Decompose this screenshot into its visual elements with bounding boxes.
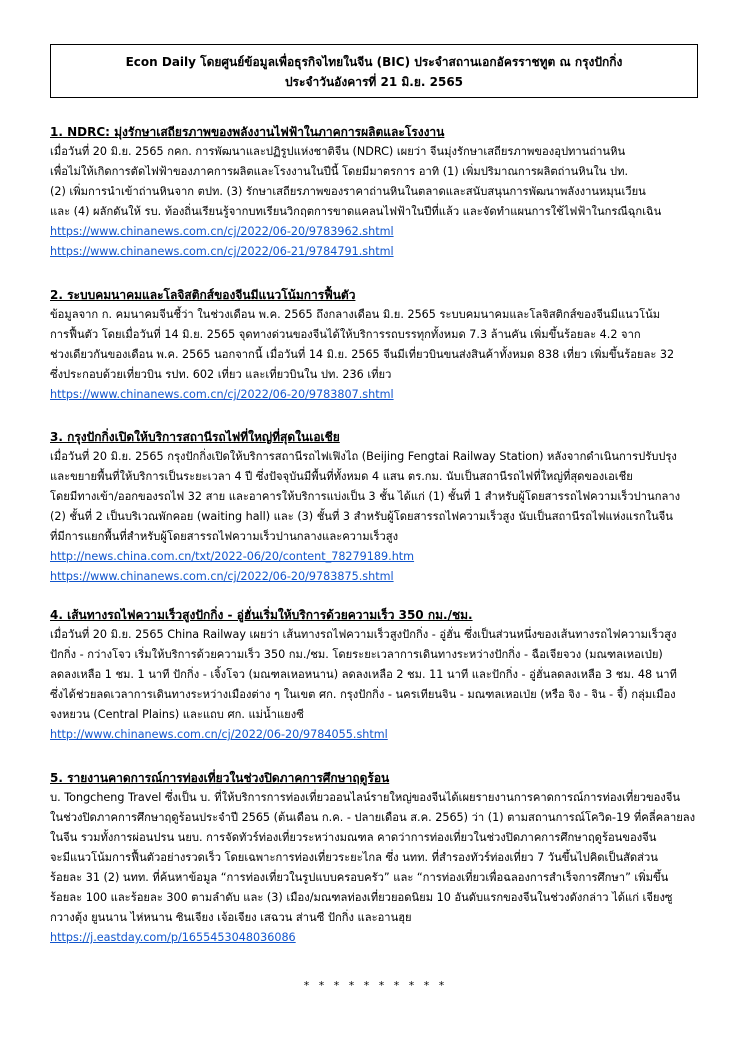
- body-line: ซึ่งประกอบด้วยเที่ยวบิน รปท. 602 เที่ยว และเที่ยวบินใน ปท. 236 เที่ยว: [50, 368, 392, 381]
- news-section-2: [50, 285, 700, 405]
- body-line: ร้อยละ 31 (2) นทท. ที่ค้นหาข้อมูล “การท่องเที่ยวในรูปแบบครอบครัว” และ “การท่องเที่ยวเพื่อฉลองการสำเร็จการศึกษา” เพิ่มขึ้น: [50, 871, 669, 884]
- body-line: เพื่อไม่ให้เกิดการตัดไฟฟ้าของภาคการผลิตและโรงงานในปีนี้ โดยมีมาตรการ อาทิ (1) เพิ่มปริมาณการผลิตถ่านหินใน ปท.: [50, 165, 629, 178]
- source-link[interactable]: https://www.chinanews.com.cn/cj/2022/06-21/9784791.shtml: [50, 245, 394, 258]
- body-line: การฟื้นตัว โดยเมื่อวันที่ 14 มิ.ย. 2565 จุดทางด่วนของจีนได้ให้บริการรถบรรทุกทั้งหมด 7.3 ล้านคัน เพิ่มขึ้นร้อยละ 4.2 จาก: [50, 328, 641, 341]
- source-link[interactable]: https://j.eastday.com/p/1655453048036086: [50, 931, 296, 944]
- section-title: 4. เส้นทางรถไฟความเร็วสูงปักกิ่ง - อู่ฮั่นเริ่มให้บริการด้วยความเร็ว 350 กม./ชม.: [50, 608, 473, 622]
- news-section-4: [50, 605, 700, 745]
- body-line: (2) ชั้นที่ 2 เป็นบริเวณพักคอย (waiting hall) และ (3) ชั้นที่ 3 สำหรับผู้โดยสารรถไฟความเร็วสูง นับเป็นสถานีรถไฟแห่งแรกในจีน: [50, 510, 673, 523]
- body-line: ช่วงเดียวกันของเดือน พ.ค. 2565 นอกจากนี้ เมื่อวันที่ 14 มิ.ย. 2565 จีนมีเที่ยวบินขนส่งสินค้าทั้งหมด 838 เที่ยว เพิ่มขึ้นร้อยละ 32: [50, 348, 675, 361]
- section-title: 2. ระบบคมนาคมและโลจิสติกส์ของจีนมีแนวโน้มการฟื้นตัว: [50, 288, 356, 302]
- news-section-1: [50, 122, 700, 262]
- section-title: 5. รายงานคาดการณ์การท่องเที่ยวในช่วงปิดภาคการศึกษาฤดูร้อน: [50, 771, 390, 785]
- source-link[interactable]: http://www.chinanews.com.cn/cj/2022/06-20/9784055.shtml: [50, 728, 388, 741]
- source-link[interactable]: http://news.china.com.cn/txt/2022-06/20/content_78279189.htm: [50, 550, 415, 563]
- body-line: ข้อมูลจาก ก. คมนาคมจีนชี้ว่า ในช่วงเดือน พ.ค. 2565 ถึงกลางเดือน มิ.ย. 2565 ระบบคมนาคมและโลจิสติกส์ของจีนมีแนวโน้ม: [50, 308, 661, 321]
- body-line: ในจีน รวมทั้งการผ่อนปรน นยบ. การจัดทัวร์ท่องเที่ยวระหว่างมณฑล คาดว่าการท่องเที่ยวในช่วงปิดภาคการศึกษาฤดูร้อนของจีน: [50, 831, 657, 844]
- body-line: กวางตุ้ง ยูนนาน ไห่หนาน ซินเจียง เจ้อเจียง เสฉวน ส่านซี ปักกิ่ง และอานฮุย: [50, 911, 412, 924]
- section-title: 3. กรุงปักกิ่งเปิดให้บริการสถานีรถไฟที่ใหญ่ที่สุดในเอเชีย: [50, 430, 340, 444]
- body-line: ในช่วงปิดภาคการศึกษาฤดูร้อนประจำปี 2565 (ต้นเดือน ก.ค. - ปลายเดือน ส.ค. 2565) ว่า (1) ตามสถานการณ์โควิด-19 ที่คลี่คลายลง: [50, 811, 696, 824]
- body-line: และขยายพื้นที่ให้บริการเป็นระยะเวลา 4 ปี ซึ่งปัจจุบันมีพื้นที่ทั้งหมด 4 แสน ตร.กม. นับเป็นสถานีรถไฟที่ใหญ่ที่สุดของเอเชีย: [50, 470, 633, 483]
- body-line: จงหยวน (Central Plains) และแถบ ศก. แม่น้ำแยงซี: [50, 708, 304, 721]
- source-link[interactable]: https://www.chinanews.com.cn/cj/2022/06-20/9783807.shtml: [50, 388, 394, 401]
- end-of-document-marker: * * * * * * * * * *: [303, 979, 448, 992]
- section-title: 1. NDRC: มุ่งรักษาเสถียรภาพของพลังงานไฟฟ้าในภาคการผลิตและโรงงาน: [50, 125, 445, 139]
- body-line: ซึ่งได้ช่วยลดเวลาการเดินทางระหว่างเมืองต่าง ๆ ในเขต ศก. กรุงปักกิ่ง - นครเทียนจิน - มณฑลเหอเป่ย (หรือ จิง - จิน - จี้) กลุ่มเมือง: [50, 688, 676, 701]
- news-section-3: [50, 427, 700, 587]
- body-line: ลดลงเหลือ 1 ชม. 1 นาที ปักกิ่ง - เจิ้งโจว (มณฑลเหอหนาน) ลดลงเหลือ 2 ชม. 11 นาที และปักกิ่ง - อู่ฮั่นลดลงเหลือ 3 ชม. 48 นาที: [50, 668, 677, 681]
- body-line: ปักกิ่ง - กว่างโจว เริ่มให้บริการด้วยความเร็ว 350 กม./ชม. โดยระยะเวลาการเดินทางระหว่างปักกิ่ง - ฉือเจียจวง (มณฑลเหอเป่ย): [50, 648, 663, 661]
- news-section-5: [50, 768, 700, 948]
- body-line: และ (4) ผลักดันให้ รบ. ท้องถิ่นเรียนรู้จากบทเรียนวิกฤตการขาดแคลนไฟฟ้าในปีที่แล้ว และจัดทำแผนการใช้ไฟฟ้าในกรณีฉุกเฉิน: [50, 205, 662, 218]
- document-header: [50, 44, 698, 98]
- source-link[interactable]: https://www.chinanews.com.cn/cj/2022/06-20/9783875.shtml: [50, 570, 394, 583]
- body-line: ที่มีการแยกพื้นที่สำหรับผู้โดยสารรถไฟความเร็วปานกลางและความเร็วสูง: [50, 530, 399, 543]
- source-link[interactable]: https://www.chinanews.com.cn/cj/2022/06-20/9783962.shtml: [50, 225, 394, 238]
- body-line: จะมีแนวโน้มการฟื้นตัวอย่างรวดเร็ว โดยเฉพาะการท่องเที่ยวระยะไกล ซึ่ง นทท. ที่สำรองทัวร์ท่องเที่ยว 7 วันขึ้นไปคิดเป็นสัดส่วน: [50, 851, 658, 864]
- body-line: (2) เพิ่มการนำเข้าถ่านหินจาก ตปท. (3) รักษาเสถียรภาพของราคาถ่านหินในตลาดและสนับสนุนการพัฒนาพลังงานหมุนเวียน: [50, 185, 646, 198]
- body-line: ร้อยละ 100 และร้อยละ 300 ตามลำดับ และ (3) เมือง/มณฑลท่องเที่ยวยอดนิยม 10 อันดับแรกของจีนในช่วงดังกล่าว ได้แก่ เจียงซู: [50, 891, 673, 904]
- body-line: บ. Tongcheng Travel ซึ่งเป็น บ. ที่ให้บริการการท่องเที่ยวออนไลน์รายใหญ่ของจีนได้เผยรายงานการคาดการณ์การท่องเที่ยวของจีน: [50, 791, 681, 804]
- body-line: โดยมีทางเข้า/ออกของรถไฟ 32 สาย และอาคารให้บริการแบ่งเป็น 3 ชั้น ได้แก่ (1) ชั้นที่ 1 สำหรับผู้โดยสารรถไฟความเร็วปานกลาง: [50, 490, 681, 503]
- header-date: ประจำวันอังคารที่ 21 มิ.ย. 2565: [284, 75, 464, 89]
- body-line: เมื่อวันที่ 20 มิ.ย. 2565 China Railway เผยว่า เส้นทางรถไฟความเร็วสูงปักกิ่ง - อู่ฮั่น ซึ่งเป็นส่วนหนึ่งของเส้นทางรถไฟความเร็วสูง: [50, 628, 677, 641]
- header-title: Econ Daily โดยศูนย์ข้อมูลเพื่อธุรกิจไทยในจีน (BIC) ประจำสถานเอกอัครราชทูต ณ กรุงปักกิ่ง: [125, 55, 623, 69]
- body-line: เมื่อวันที่ 20 มิ.ย. 2565 กคก. การพัฒนาและปฏิรูปแห่งชาติจีน (NDRC) เผยว่า จีนมุ่งรักษาเสถียรภาพของอุปทานถ่านหิน: [50, 145, 626, 158]
- body-line: เมื่อวันที่ 20 มิ.ย. 2565 กรุงปักกิ่งเปิดให้บริการสถานีรถไฟเฟิงไถ (Beijing Fengtai Railway Station) หลังจากดำเนินการปรับปรุง: [50, 450, 677, 463]
